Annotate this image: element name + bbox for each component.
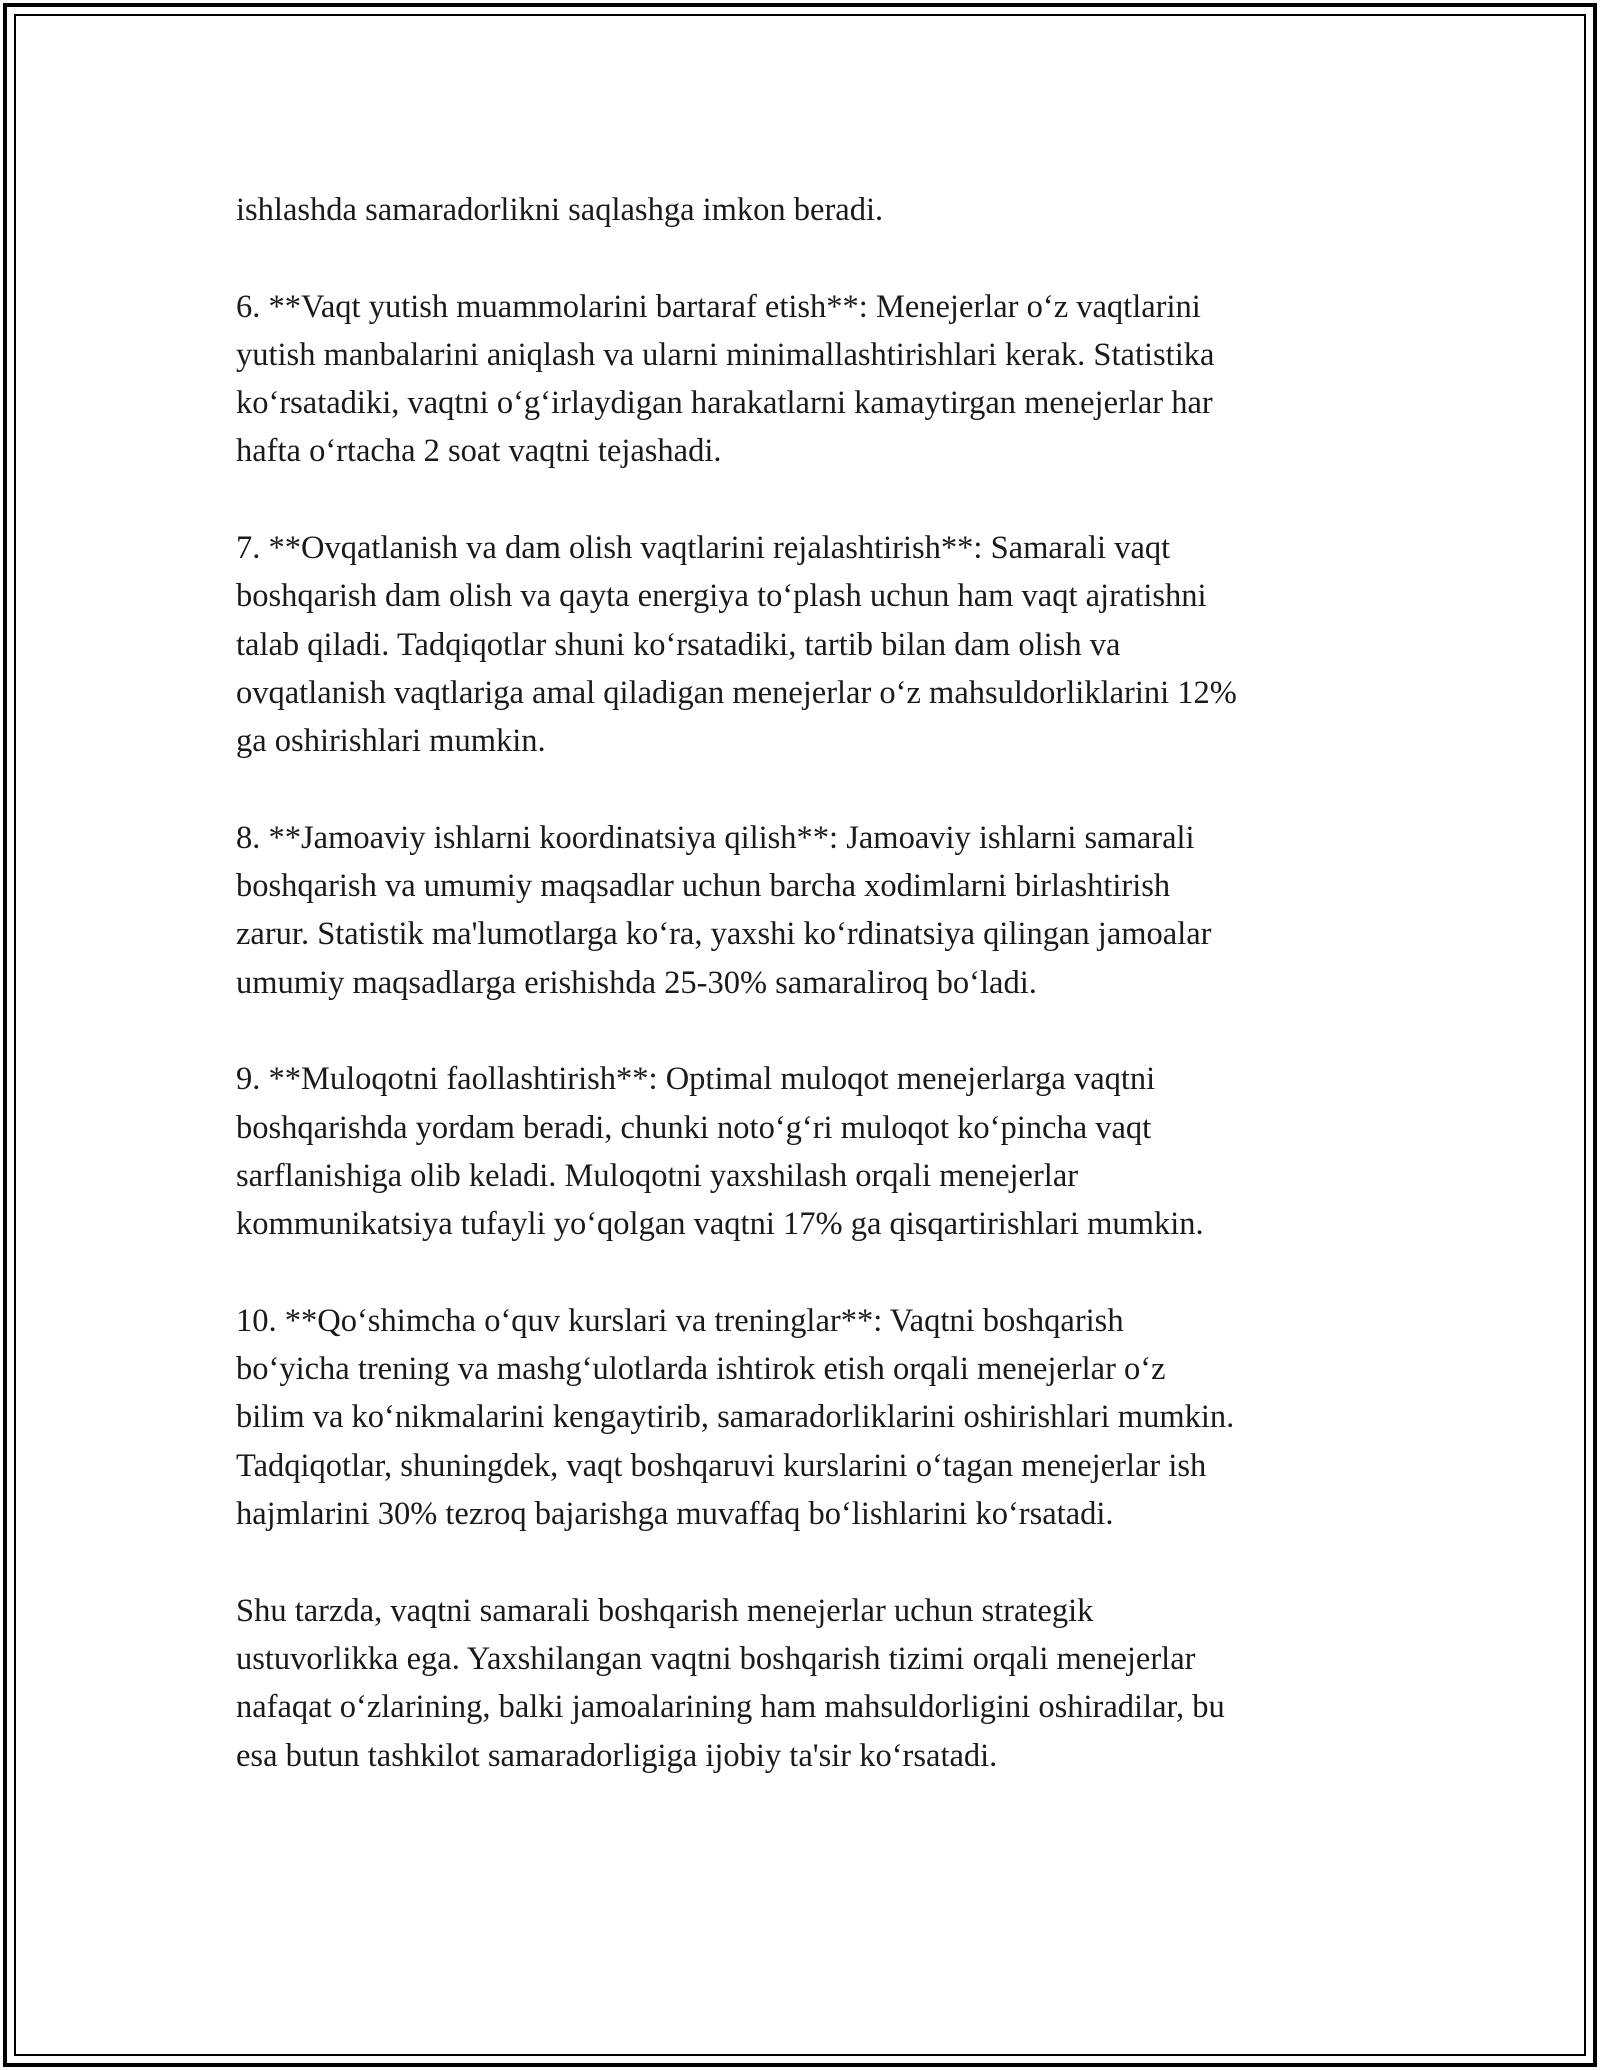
paragraph-item-8: 8. **Jamoaviy ishlarni koordinatsiya qilish**: Jamoaviy ishlarni samarali boshqarish va umumiy maqsadlar uchun barcha xodimlarni birlashtirish zarur. Statistik ma'lumotlarga ko‘ra, yaxshi ko‘rdinatsiya qilingan jamoalar umumiy maqsadlarga erishishda 25-30% samaraliroq bo‘ladi. [236, 819, 1212, 1001]
paragraph-conclusion: Shu tarzda, vaqtni samarali boshqarish menejerlar uchun strategik ustuvorlikka ega. Yaxshilangan vaqtni boshqarish tizimi orqali menejerlar nafaqat o‘zlarining, balki jamoalarining ham mahsuldorligini oshiradilar, bu esa butun tashkilot samaradorligiga ijobiy ta'sir ko‘rsatadi. [236, 1592, 1225, 1774]
paragraph-item-6: 6. **Vaqt yutish muammolarini bartaraf etish**: Menejerlar o‘z vaqtlarini yutish manbalarini aniqlash va ularni minimallashtirishlari kerak. Statistika ko‘rsatadiki, vaqtni o‘g‘irlaydigan harakatlarni kamaytirgan menejerlar har hafta o‘rtacha 2 soat vaqtni tejashadi. [236, 288, 1215, 470]
document-body [236, 186, 1376, 1828]
paragraph-item-9: 9. **Muloqotni faollashtirish**: Optimal muloqot menejerlarga vaqtni boshqarishda yordam beradi, chunki noto‘g‘ri muloqot ko‘pincha vaqt sarflanishiga olib keladi. Muloqotni yaxshilash orqali menejerlar kommunikatsiya tufayli yo‘qolgan vaqtni 17% ga qisqartirishlari mumkin. [236, 1061, 1204, 1243]
paragraph-item-7: 7. **Ovqatlanish va dam olish vaqtlarini rejalashtirish**: Samarali vaqt boshqarish dam olish va qayta energiya to‘plash uchun ham vaqt ajratishni talab qiladi. Tadqiqotlar shuni ko‘rsatadiki, tartib bilan dam olish va ovqatlanish vaqtlariga amal qiladigan menejerlar o‘z mahsuldorliklarini 12% ga oshirishlari mumkin. [236, 530, 1237, 760]
paragraph-item-10: 10. **Qo‘shimcha o‘quv kurslari va treninglar**: Vaqtni boshqarish bo‘yicha trening va mashg‘ulotlarda ishtirok etish orqali menejerlar o‘z bilim va ko‘nikmalarini kengaytirib, samaradorliklarini oshirishlari mumkin. Tadqiqotlar, shuningdek, vaqt boshqaruvi kurslarini o‘tagan menejerlar ish hajmlarini 30% tezroq bajarishga muvaffaq bo‘lishlarini ko‘rsatadi. [236, 1302, 1235, 1533]
paragraph-continuation: ishlashda samaradorlikni saqlashga imkon beradi. [236, 192, 884, 228]
